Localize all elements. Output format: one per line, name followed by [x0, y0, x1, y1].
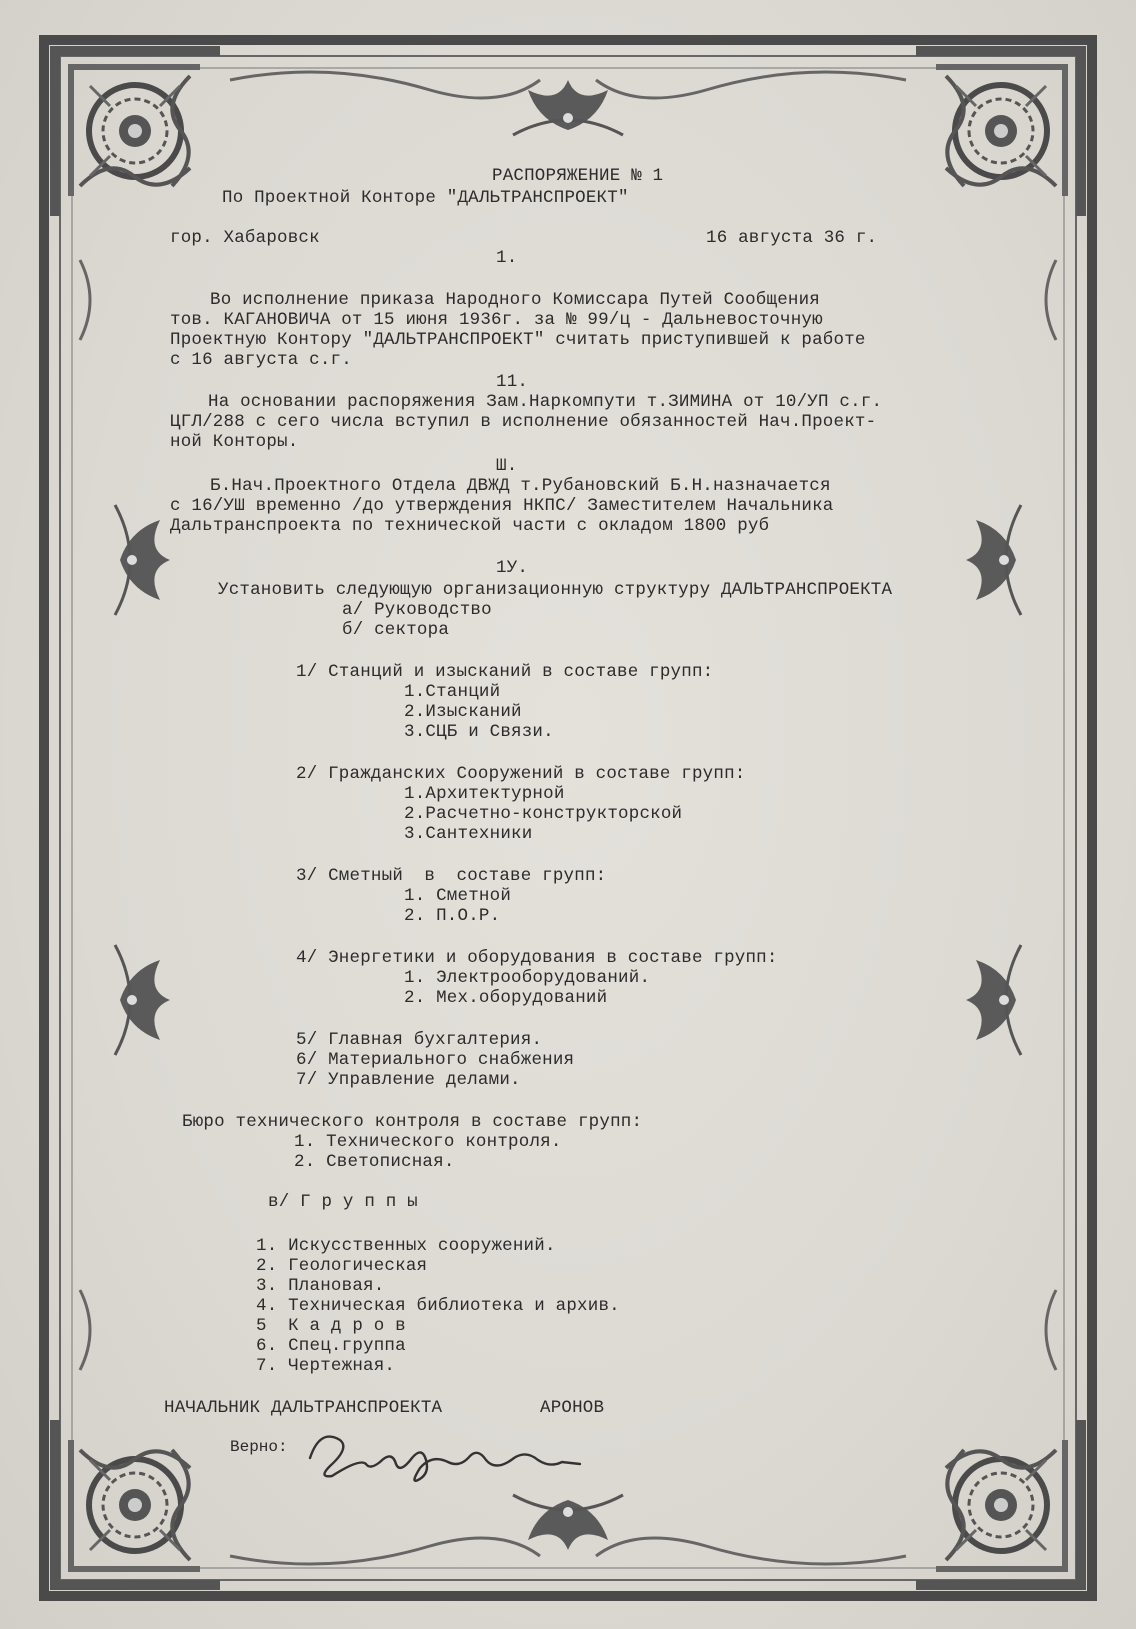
document-subtitle: По Проектной Конторе "ДАЛЬТРАНСПРОЕКТ"	[222, 188, 629, 208]
section-2-line: На основании распоряжения Зам.Наркомпути т.ЗИМИНА от 10/УП с.г.	[208, 392, 883, 412]
structure-intro: Установить следующую организационную структуру ДАЛЬТРАНСПРОЕКТА	[218, 580, 893, 600]
city: гор. Хабаровск	[170, 228, 320, 248]
group-item: 5 К а д р о в	[256, 1316, 406, 1336]
bureau-group: 1. Технического контроля.	[294, 1132, 562, 1152]
sector-group: 2.Изысканий	[404, 702, 522, 722]
sector-title: 4/ Энергетики и оборудования в составе групп:	[296, 948, 778, 968]
chief-name: АРОНОВ	[540, 1398, 605, 1418]
section-1-line: с 16 августа с.г.	[170, 350, 352, 370]
sector-group: 1.Станций	[404, 682, 501, 702]
sector-group: 2. Мех.оборудований	[404, 988, 608, 1008]
group-item: 6. Спец.группа	[256, 1336, 406, 1356]
sector-group: 1. Сметной	[404, 886, 512, 906]
handwritten-signature	[300, 1418, 590, 1488]
sector-title: 3/ Сметный в составе групп:	[296, 866, 607, 886]
group-item: 2. Геологическая	[256, 1256, 428, 1276]
structure-item-a: а/ Руководство	[342, 600, 492, 620]
sector-group: 2.Расчетно-конструкторской	[404, 804, 683, 824]
bureau-title: Бюро технического контроля в составе групп:	[182, 1112, 643, 1132]
groups-title: в/ Г р у п п ы	[268, 1192, 418, 1212]
group-item: 4. Техническая библиотека и архив.	[256, 1296, 620, 1316]
section-2-line: ЦГЛ/288 с сего числа вступил в исполнение обязанностей Нач.Проект-	[170, 412, 877, 432]
section-1-number: 1.	[496, 248, 518, 268]
group-item: 1. Искусственных сооружений.	[256, 1236, 556, 1256]
group-item: 7. Чертежная.	[256, 1356, 396, 1376]
structure-item-b: б/ сектора	[342, 620, 450, 640]
section-3-line: с 16/УШ временно /до утверждения НКПС/ Заместителем Начальника	[170, 496, 834, 516]
section-3-line: Б.Нач.Проектного Отдела ДВЖД т.Рубановский Б.Н.назначается	[210, 476, 831, 496]
sector-group: 1. Электрооборудований.	[404, 968, 651, 988]
department-item: 6/ Материального снабжения	[296, 1050, 575, 1070]
bureau-group: 2. Светописная.	[294, 1152, 455, 1172]
sector-group: 2. П.О.Р.	[404, 906, 501, 926]
section-2-line: ной Конторы.	[170, 432, 299, 452]
verified-label: Верно:	[230, 1438, 288, 1456]
sector-group: 1.Архитектурной	[404, 784, 565, 804]
section-1-line: Во исполнение приказа Народного Комиссара Путей Сообщения	[210, 290, 820, 310]
section-4-number: 1У.	[496, 558, 529, 578]
section-1-line: Проектную Контору "ДАЛЬТРАНСПРОЕКТ" считать приступившей к работе	[170, 330, 866, 350]
sector-title: 2/ Гражданских Сооружений в составе групп:	[296, 764, 746, 784]
group-item: 3. Плановая.	[256, 1276, 385, 1296]
section-2-number: 11.	[496, 372, 529, 392]
department-item: 5/ Главная бухгалтерия.	[296, 1030, 543, 1050]
date: 16 августа 36 г.	[706, 228, 878, 248]
section-1-line: тов. КАГАНОВИЧА от 15 июня 1936г. за № 99/ц - Дальневосточную	[170, 310, 823, 330]
section-3-number: Ш.	[496, 456, 518, 476]
chief-title: НАЧАЛЬНИК ДАЛЬТРАНСПРОЕКТА	[164, 1398, 443, 1418]
document-title: РАСПОРЯЖЕНИЕ № 1	[492, 166, 664, 186]
section-3-line: Дальтранспроекта по технической части с окладом 1800 руб	[170, 516, 770, 536]
sector-group: 3.СЦБ и Связи.	[404, 722, 554, 742]
sector-title: 1/ Станций и изысканий в составе групп:	[296, 662, 714, 682]
department-item: 7/ Управление делами.	[296, 1070, 521, 1090]
sector-group: 3.Сантехники	[404, 824, 533, 844]
